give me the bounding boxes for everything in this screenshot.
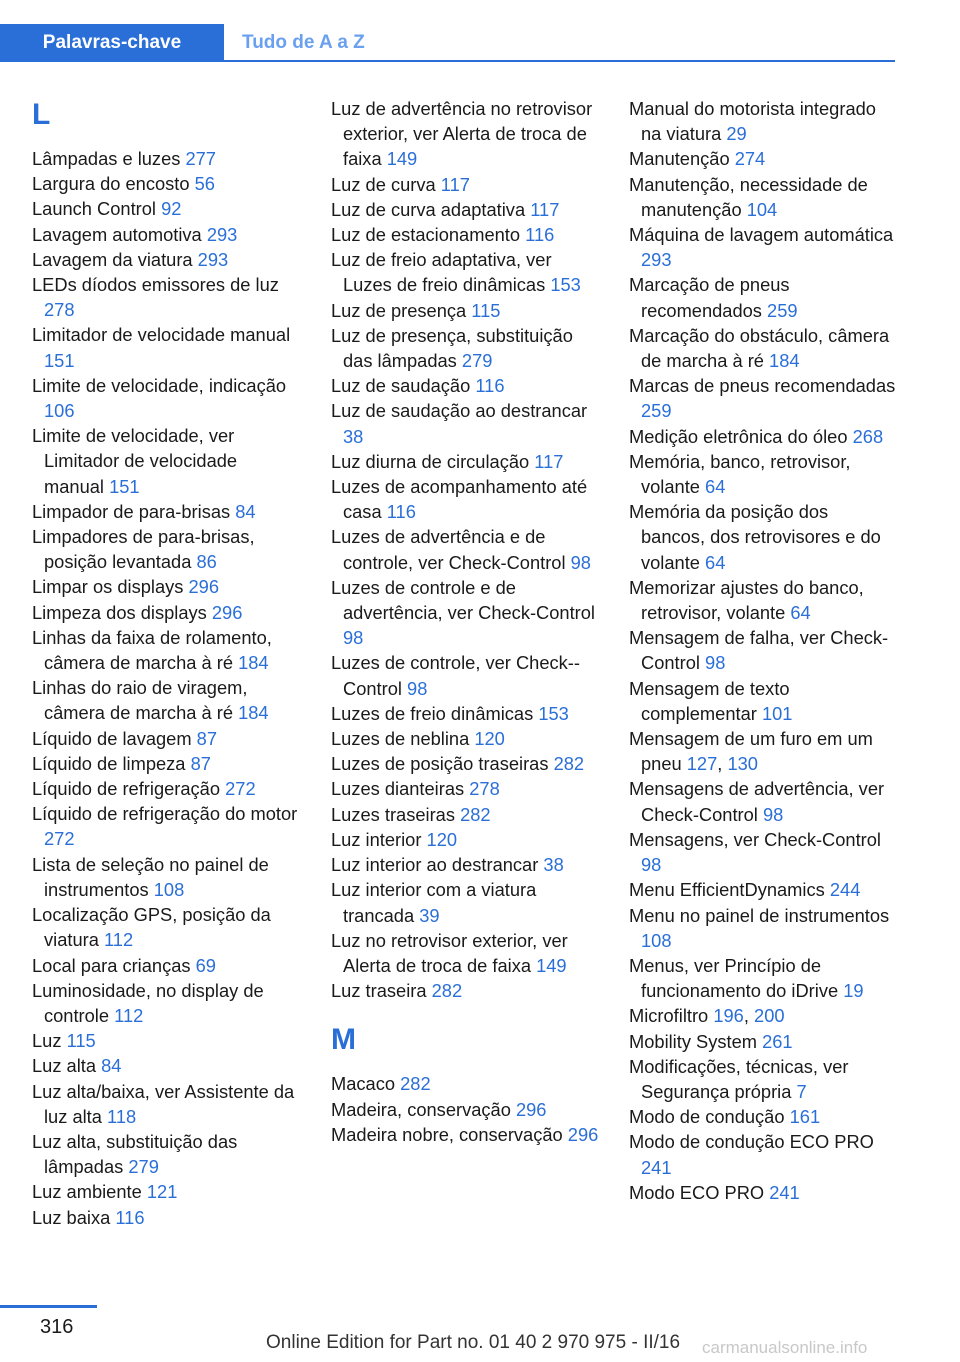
page-link[interactable]: 39 (419, 904, 440, 926)
page-link[interactable]: 200 (754, 1005, 785, 1027)
index-entry (331, 474, 599, 524)
page-link[interactable]: 184 (769, 350, 800, 372)
page-link[interactable]: 184 (238, 652, 269, 674)
index-entry (32, 499, 300, 524)
index-entry-text: Madeira nobre, conservação (331, 1123, 563, 1145)
index-column-2 (331, 96, 599, 1147)
page-link[interactable]: 296 (211, 601, 243, 623)
index-entry-text: Luz diurna de circulação (331, 450, 530, 472)
page-link[interactable]: 120 (474, 728, 505, 750)
index-entry-text: Modo ECO PRO (629, 1181, 765, 1203)
index-entry (331, 726, 599, 751)
page-link[interactable]: 282 (431, 980, 463, 1002)
page-link[interactable]: 69 (195, 954, 216, 976)
index-entry-text: Linhas do raio de viragem, câmera de marcha à ré (32, 677, 248, 724)
page-link[interactable]: 244 (829, 879, 861, 901)
page-link[interactable]: 118 (107, 1105, 137, 1127)
index-entry-text: Luz ambiente (32, 1181, 142, 1203)
index-entry-text: Manutenção, necessidade de manutenção (629, 173, 868, 220)
index-entry-text: Lista de seleção no painel de instrumentos (32, 853, 269, 900)
index-entry (331, 802, 599, 827)
index-entry (32, 423, 300, 499)
index-entry (32, 1079, 300, 1129)
index-entry (629, 1104, 897, 1129)
index-entry (629, 827, 897, 877)
page-link[interactable]: 259 (641, 400, 672, 422)
page-link[interactable]: 84 (235, 500, 256, 522)
page-link[interactable]: 38 (343, 425, 364, 447)
index-entry (629, 272, 897, 322)
index-entry (32, 751, 300, 776)
index-entry-text: Luz de freio adaptativa, ver Luzes de freio dinâmicas (331, 249, 552, 296)
index-entry-text: Memória da posição dos bancos, dos retrovisores e do volante (629, 501, 881, 573)
index-entry (629, 146, 897, 171)
watermark: carmanualsonline.info (702, 1338, 868, 1357)
index-entry-text: Manual do motorista integrado na viatura (629, 98, 876, 145)
page-link[interactable]: 293 (641, 249, 672, 271)
index-entry (629, 222, 897, 272)
index-entry (331, 852, 599, 877)
index-entry (629, 903, 897, 953)
index-entry-text: Luz no retrovisor exterior, ver Alerta de troca de faixa (331, 929, 568, 976)
page-link[interactable]: 92 (161, 198, 182, 220)
index-entry (331, 827, 599, 852)
index-entry-text: Luz de presença, substituição das lâmpadas (331, 324, 573, 372)
page-link[interactable]: 116 (525, 224, 555, 246)
page-link[interactable]: 278 (44, 299, 75, 321)
page-link[interactable]: 153 (538, 702, 569, 724)
page-link[interactable]: 272 (44, 828, 75, 850)
index-entry (331, 323, 599, 373)
index-entry (32, 625, 300, 675)
index-entry (331, 398, 599, 448)
index-entry-text: Limpadores de para-brisas, posição levantada (32, 526, 255, 573)
page-link[interactable]: 38 (543, 854, 564, 876)
index-entry-text: Medição eletrônica do óleo (629, 425, 848, 447)
page-link[interactable]: 115 (66, 1030, 96, 1052)
index-entry-text: Líquido de refrigeração do motor (32, 803, 298, 825)
page-link[interactable]: 293 (206, 223, 238, 245)
index-entry-text: Manutenção (629, 148, 730, 170)
page-link[interactable]: 116 (386, 501, 416, 523)
index-column-3 (629, 96, 897, 1205)
index-entry (32, 675, 300, 725)
page-link[interactable]: 98 (343, 627, 364, 649)
index-entry-text: Lavagem automotiva (32, 223, 202, 245)
index-entry-text: Limitador de velocidade manual (32, 324, 291, 346)
index-entry-text: Local para crianças (32, 954, 191, 976)
index-entry-text: LEDs díodos emissores de luz (32, 274, 279, 296)
index-entry-text: Localização GPS, posição da viatura (32, 904, 271, 951)
index-entry-text: Lâmpadas e luzes (32, 148, 181, 169)
index-entry-text: Luzes de controle, ver Check--Control (331, 652, 580, 699)
tab-tudo-de-a-a-z[interactable]: Tudo de A a Z (242, 32, 365, 53)
index-entry (331, 449, 599, 474)
page-link[interactable]: 86 (196, 551, 217, 573)
index-entry-text: Marcação do obstáculo, câmera de marcha à ré (629, 324, 890, 372)
page-link[interactable]: 64 (790, 602, 811, 624)
page-link[interactable]: 29 (726, 123, 747, 145)
index-entry (32, 1053, 300, 1078)
index-entry (331, 575, 599, 651)
page-link[interactable]: 64 (705, 476, 726, 498)
page-link[interactable]: 241 (641, 1156, 672, 1178)
index-entry-text: Memória, banco, retrovisor, volante (629, 450, 851, 498)
index-entry-text: Luzes traseiras (331, 803, 455, 825)
index-entry-text: Launch Control (32, 198, 156, 220)
index-entry-text: Líquido de refrigeração (32, 778, 221, 800)
index-entry (32, 146, 300, 171)
page-link[interactable]: 108 (153, 878, 185, 900)
index-entry (629, 776, 897, 826)
page-link[interactable]: 104 (746, 198, 778, 220)
page-link[interactable]: 121 (146, 1181, 178, 1203)
page-number: 316 (40, 1316, 74, 1338)
index-entry (331, 96, 599, 172)
index-entry (331, 701, 599, 726)
index-entry: Mensagem de um furo em um pneu 127, 130 (629, 728, 873, 775)
index-entry-text: Máquina de lavagem automática (629, 224, 894, 246)
index-entry (32, 600, 300, 625)
index-entry-text: Modo de condução (629, 1106, 785, 1128)
page-link[interactable]: 268 (852, 425, 884, 447)
index-entry (32, 322, 300, 372)
section-letter: L (32, 98, 51, 131)
page-link[interactable]: 106 (44, 400, 75, 422)
index-entry (331, 751, 599, 776)
index-entry (629, 575, 897, 625)
index-entry-text: Luzes de advertência e de controle, ver Check-Control (331, 526, 566, 573)
header-divider (0, 60, 895, 62)
page-link[interactable]: 98 (705, 652, 726, 674)
index-entry-text: Luzes de neblina (331, 728, 470, 750)
page-link[interactable]: 120 (426, 828, 458, 850)
index-entry-text: Mensagem de um furo em um pneu (629, 728, 873, 775)
page-link[interactable]: 274 (734, 148, 766, 170)
section-letter: M (331, 1023, 356, 1057)
page-link[interactable]: 98 (762, 803, 784, 825)
index-entry-text: Mensagens de advertência, ver Check-Control (629, 778, 885, 825)
page-link[interactable]: 277 (185, 148, 216, 169)
page-link[interactable]: 282 (460, 803, 491, 825)
index-entry (629, 1054, 897, 1104)
index-entry-text: Limpeza dos displays (32, 601, 207, 623)
index-entry (331, 1122, 599, 1147)
index-entry (331, 172, 599, 197)
index-entry-text: Lavagem da viatura (32, 248, 193, 270)
page-link[interactable]: 259 (767, 299, 798, 321)
index-entry-text: Marcação de pneus recomendados (629, 274, 790, 321)
page-link[interactable]: 261 (762, 1030, 793, 1052)
page-link[interactable]: 115 (471, 299, 501, 321)
page-link[interactable]: 116 (475, 375, 505, 397)
page-link[interactable]: 56 (194, 173, 215, 195)
page-link[interactable]: 108 (641, 929, 672, 951)
index-entry (331, 877, 599, 927)
index-entry-text: Luzes de posição traseiras (331, 753, 549, 775)
page-link[interactable]: 98 (641, 854, 662, 876)
index-entry-text: Microfiltro (629, 1005, 709, 1027)
footer-divider (0, 1305, 97, 1308)
index-entry (32, 1205, 300, 1230)
index-entry-text: Luz de presença (331, 299, 467, 321)
index-entry-text: Linhas da faixa de rolamento, câmera de marcha à ré (32, 626, 272, 674)
index-entry-text: Largura do encosto (32, 173, 190, 195)
index-entry (32, 196, 300, 221)
page-link[interactable]: 293 (197, 248, 229, 270)
index-entry-text: Mobility System (629, 1030, 757, 1052)
page-link[interactable]: 112 (114, 1004, 144, 1026)
index-entry (331, 1097, 599, 1122)
page-link[interactable]: 278 (469, 778, 500, 800)
index-entry (32, 978, 300, 1028)
index-entry-text: Menu EfficientDynamics (629, 879, 825, 901)
index-entry-text: Luminosidade, no display de controle (32, 979, 264, 1026)
index-entry-text: Luz de saudação (331, 375, 471, 397)
page-link[interactable]: 64 (705, 551, 726, 573)
index-entry (331, 776, 599, 801)
index-entry (629, 96, 897, 146)
index-entry (629, 323, 897, 373)
index-entry (629, 625, 897, 675)
index-entry: Microfiltro 196, 200 (629, 1005, 785, 1027)
index-entry-text: Luz interior com a viatura trancada (331, 879, 537, 926)
page-link[interactable]: 101 (761, 702, 793, 724)
index-entry (331, 197, 599, 222)
index-entry (32, 272, 300, 322)
index-entry (331, 650, 599, 700)
index-entry (32, 222, 300, 247)
page-link[interactable]: 153 (550, 274, 581, 296)
page-link[interactable]: 151 (44, 349, 75, 371)
index-entry (629, 499, 897, 575)
page-link[interactable]: 282 (400, 1073, 431, 1095)
index-entry (331, 247, 599, 297)
index-entry-text: Luz interior ao destrancar (331, 854, 539, 876)
index-entry-text: Mensagem de texto complementar (629, 677, 790, 724)
index-entry (629, 953, 897, 1003)
tab-palavras-chave[interactable]: Palavras-chave (0, 24, 224, 62)
page-link[interactable]: 282 (553, 753, 585, 775)
page-link[interactable]: 19 (843, 980, 864, 1002)
index-entry (32, 776, 300, 801)
index-entry-text: Luzes de acompanhamento até casa (331, 476, 588, 523)
page-link[interactable]: 151 (109, 475, 140, 497)
page-link[interactable]: 117 (440, 173, 470, 195)
page-link[interactable]: 130 (727, 753, 758, 775)
index-entry (32, 373, 300, 423)
page-link[interactable]: 296 (515, 1098, 547, 1120)
page-link[interactable]: 184 (238, 702, 269, 724)
index-entry (331, 1071, 599, 1096)
index-entry (32, 852, 300, 902)
index-entry-text: Luz baixa (32, 1206, 111, 1228)
index-entry (629, 1029, 897, 1054)
index-entry-text: Luzes de freio dinâmicas (331, 702, 534, 724)
index-entry-text: Luzes de controle e de advertência, ver Check-Control (331, 576, 595, 624)
index-entry (629, 877, 897, 902)
page-link[interactable]: 98 (407, 677, 428, 699)
page-link[interactable]: 279 (128, 1156, 159, 1178)
index-entry-text: Limite de velocidade, ver Limitador de velocidade manual (32, 425, 238, 497)
index-entry-text: Modo de condução ECO PRO (629, 1131, 874, 1153)
index-entry-text: Luz de advertência no retrovisor exterior, ver Alerta de troca de faixa (331, 98, 593, 170)
page-link[interactable]: 241 (769, 1181, 800, 1203)
index-entry (32, 524, 300, 574)
page-link[interactable]: 279 (461, 350, 493, 372)
edition-note: Online Edition for Part no. 01 40 2 970 975 - II/16 (266, 1332, 681, 1353)
index-entry-text: Líquido de limpeza (32, 752, 186, 774)
index-entry (331, 524, 599, 574)
index-entry-text: Luz de saudação ao destrancar (331, 400, 588, 422)
page-link[interactable]: 7 (796, 1080, 807, 1102)
page-link[interactable]: 296 (567, 1123, 599, 1145)
index-entry (331, 373, 599, 398)
index-entry-text: Limpar os displays (32, 576, 184, 598)
index-entry (32, 902, 300, 952)
index-entry (629, 172, 897, 222)
index-entry-text: Luz de curva adaptativa (331, 198, 526, 220)
index-entry (32, 171, 300, 196)
page-link[interactable]: 117 (530, 198, 560, 220)
index-entry-text: Luzes dianteiras (331, 778, 465, 800)
index-entry-text: Luz alta/baixa, ver Assistente da luz alta (32, 1080, 295, 1127)
index-entry (629, 424, 897, 449)
page-link[interactable]: 84 (101, 1055, 122, 1077)
page-link[interactable]: 149 (386, 148, 418, 170)
page-link[interactable]: 161 (789, 1106, 821, 1128)
index-entry-text: Menus, ver Princípio de funcionamento do iDrive (629, 954, 839, 1002)
index-column-1 (32, 96, 300, 1230)
index-entry (629, 1129, 897, 1179)
page-link[interactable]: 87 (196, 727, 218, 749)
page-link[interactable]: 98 (570, 551, 591, 573)
index-entry (629, 1180, 897, 1205)
index-entry-text: Luz alta (32, 1055, 97, 1077)
index-entry (32, 1028, 300, 1053)
index-entry (32, 953, 300, 978)
index-entry (32, 1179, 300, 1204)
index-entry (32, 1129, 300, 1179)
index-entry-text: Marcas de pneus recomendadas (629, 375, 896, 397)
page-link[interactable]: 116 (115, 1206, 145, 1228)
index-entry-text: Líquido de lavagem (32, 727, 192, 749)
index-entry-text: Macaco (331, 1073, 396, 1095)
index-entry (331, 978, 599, 1003)
index-entry (629, 449, 897, 499)
page-link[interactable]: 117 (534, 450, 564, 472)
page-link[interactable]: 87 (190, 752, 211, 774)
index-entry-text: Madeira, conservação (331, 1098, 511, 1120)
index-entry-text: Luz traseira (331, 980, 427, 1002)
index-entry (629, 373, 897, 423)
index-entry-text: Luz de estacionamento (331, 224, 521, 246)
index-entry-text: Luz (32, 1030, 62, 1052)
index-entry (331, 222, 599, 247)
page-link[interactable]: 296 (188, 576, 220, 598)
index-entry-text: Mensagens, ver Check-Control (629, 828, 881, 850)
page-link[interactable]: 196 (713, 1005, 744, 1027)
index-entry (32, 801, 300, 851)
index-entry-text: Luz interior (331, 828, 422, 850)
index-entry-text: Luz de curva (331, 173, 436, 195)
index-entry (331, 928, 599, 978)
index-entry-text: Mensagem de falha, ver Check-Control (629, 627, 889, 674)
index-entry (629, 676, 897, 726)
index-entry-text: Luz alta, substituição das lâmpadas (32, 1130, 238, 1178)
index-entry-text: Memorizar ajustes do banco, retrovisor, volante (629, 576, 864, 624)
index-entry (331, 298, 599, 323)
index-entry (32, 574, 300, 599)
page-link[interactable]: 272 (225, 778, 256, 800)
index-entry (32, 247, 300, 272)
page-link[interactable]: 127 (686, 753, 718, 775)
index-entry-text: Menu no painel de instrumentos (629, 904, 890, 926)
index-entry-text: Limpador de para-brisas (32, 500, 231, 522)
page-link[interactable]: 112 (103, 929, 134, 951)
index-entry (32, 726, 300, 751)
index-entry-text: Limite de velocidade, indicação (32, 374, 287, 396)
index-entry-text: Modificações, técnicas, ver Segurança própria (629, 1055, 849, 1102)
page-link[interactable]: 149 (536, 954, 567, 976)
